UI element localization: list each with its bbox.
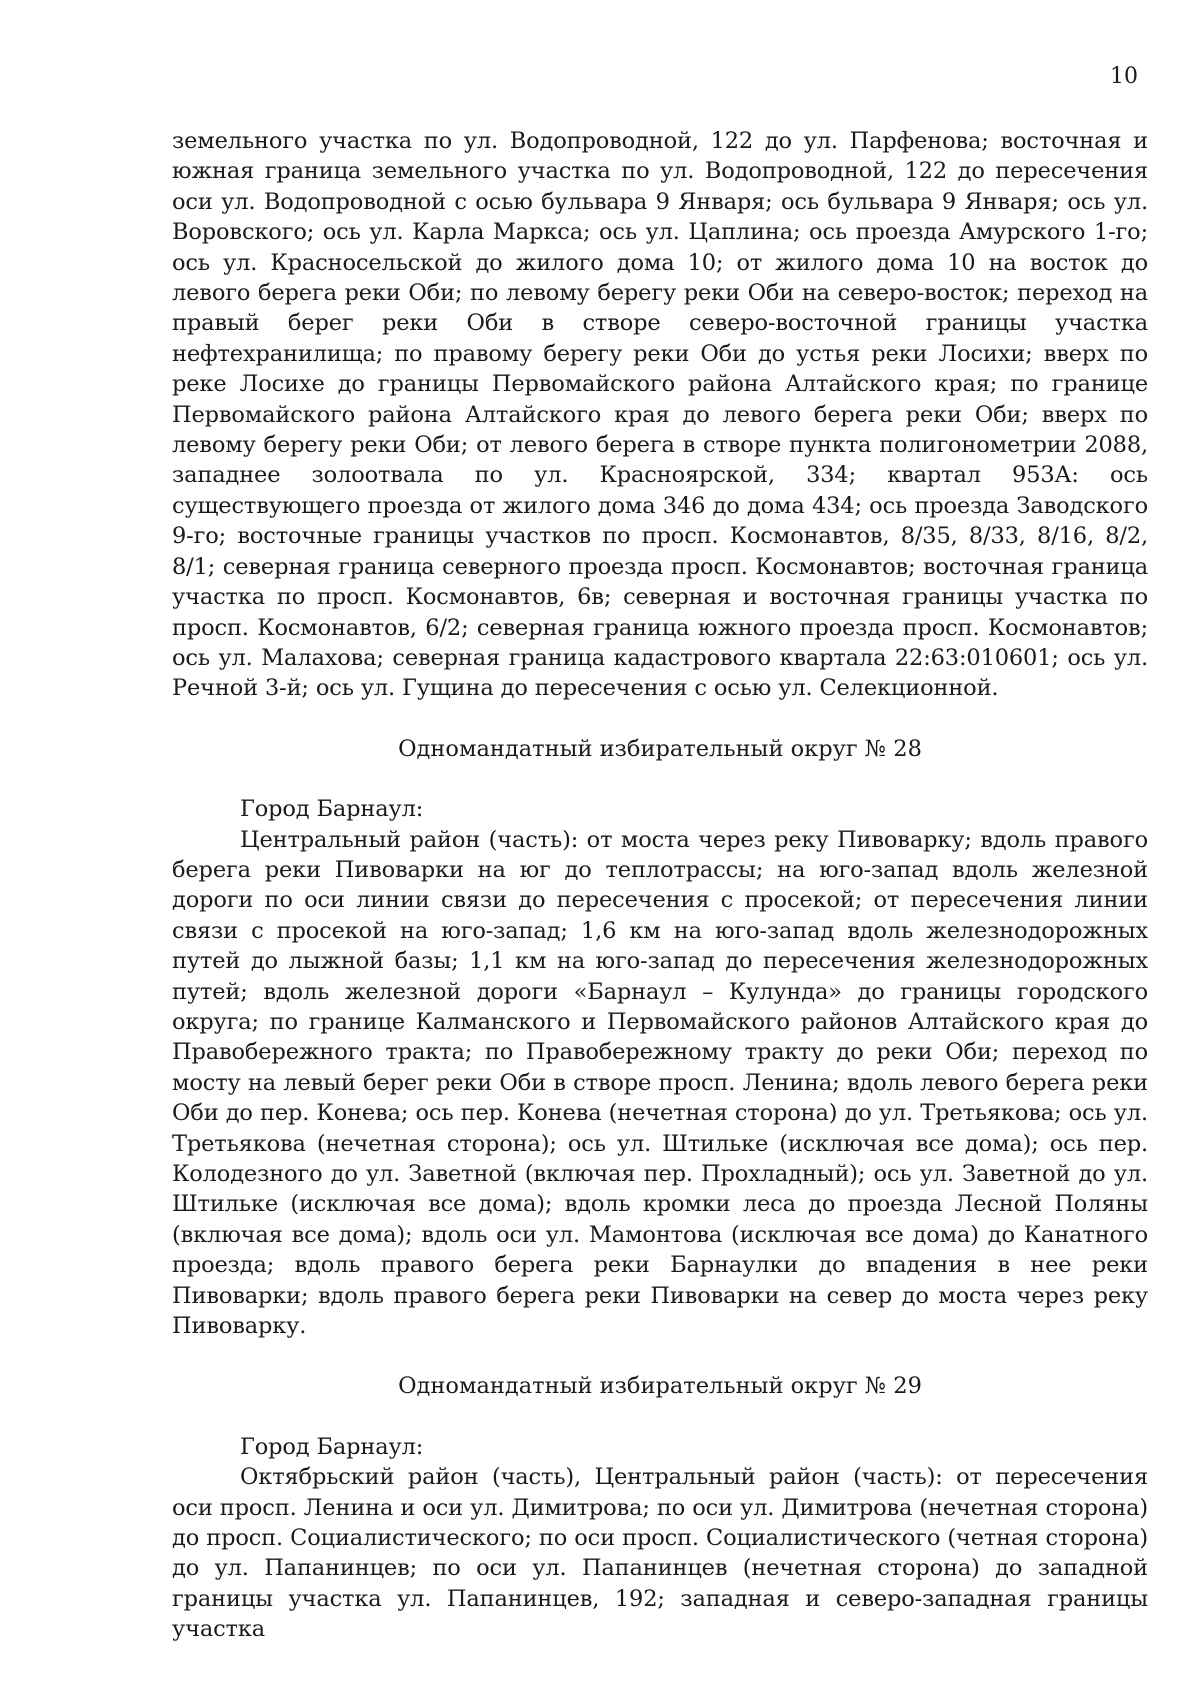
district-28-description: Центральный район (часть): от моста через реку Пивоварку; вдоль правого берега реки Пивоварки на юг до теплотрассы; на юго-запад вдоль железной дороги по оси линии связи до пересечения с просекой; от пересечения линии связи с просекой на юго-запад; 1,6 км на юго-запад вдоль железнодорожных путей до лыжной базы; 1,1 км на юго-запад до пересечения железнодорожных путей; вдоль железной дороги «Барнаул – Кулунда» до границы городского округа; по границе Калманского и Первомайского районов Алтайского края до Правобережного тракта; по Правобережному тракту до реки Оби; переход по мосту на левый берег реки Оби в створе просп. Ленина; вдоль левого берега реки Оби до пер. Конева; ось пер. Конева (нечетная сторона) до ул. Третьякова; ось ул. Третьякова (нечетная сторона); ось ул. Штильке (исключая все дома); ось пер. Колодезного до ул. Заветной (включая пер. Прохладный); ось ул. Заветной до ул. Штильке (исключая все дома); вдоль кромки леса до проезда Лесной Поляны (включая все дома); вдоль оси ул. Мамонтова (исключая все дома) до Канатного проезда; вдоль правого берега реки Барнаулки до впадения в нее реки Пивоварки; вдоль правого берега реки Пивоварки на север до моста через реку Пивоварку.: [172, 826, 1148, 1340]
district-heading-28: Одномандатный избирательный округ № 28: [398, 735, 922, 762]
district-29-description: Октябрьский район (часть), Центральный район (часть): от пересечения оси просп. Ленина и оси ул. Димитрова; по оси ул. Димитрова (нечетная сторона) до просп. Социалистического; по оси просп. Социалистического (четная сторона) до ул. Папанинцев; по оси ул. Папанинцев (нечетная сторона) до западной границы участка ул. Папанинцев, 192; западная и северо-западная границы участка: [172, 1464, 1148, 1643]
document-body: [172, 126, 1148, 1645]
page-number: 10: [1110, 64, 1138, 89]
city-label: Город Барнаул:: [240, 796, 424, 823]
city-label: Город Барнаул:: [240, 1433, 424, 1460]
district-heading-29: Одномандатный избирательный округ № 29: [398, 1373, 922, 1400]
paragraph-continuation: земельного участка по ул. Водопроводной, 122 до ул. Парфенова; восточная и южная граница земельного участка по ул. Водопроводной, 122 до пересечения оси ул. Водопроводной с осью бульвара 9 Января; ось бульвара 9 Января; ось ул. Воровского; ось ул. Карла Маркса; ось ул. Цаплина; ось проезда Амурского 1-го; ось ул. Красносельской до жилого дома 10; от жилого дома 10 на восток до левого берега реки Оби; по левому берегу реки Оби на северо-восток; переход на правый берег реки Оби в створе северо-восточной границы участка нефтехранилища; по правому берегу реки Оби до устья реки Лосихи; вверх по реке Лосихе до границы Первомайского района Алтайского края; по границе Первомайского района Алтайского края до левого берега реки Оби; вверх по левому берегу реки Оби; от левого берега в створе пункта полигонометрии 2088, западнее золоотвала по ул. Красноярской, 334; квартал 953А: ось существующего проезда от жилого дома 346 до дома 434; ось проезда Заводского 9-го; восточные границы участков по просп. Космонавтов, 8/35, 8/33, 8/16, 8/2, 8/1; северная граница северного проезда просп. Космонавтов; восточная граница участка по просп. Космонавтов, 6в; северная и восточная границы участка по просп. Космонавтов, 6/2; северная граница южного проезда просп. Космонавтов; ось ул. Малахова; северная граница кадастрового квартала 22:63:010601; ось ул. Речной 3-й; ось ул. Гущина до пересечения с осью ул. Селекционной.: [172, 128, 1148, 702]
